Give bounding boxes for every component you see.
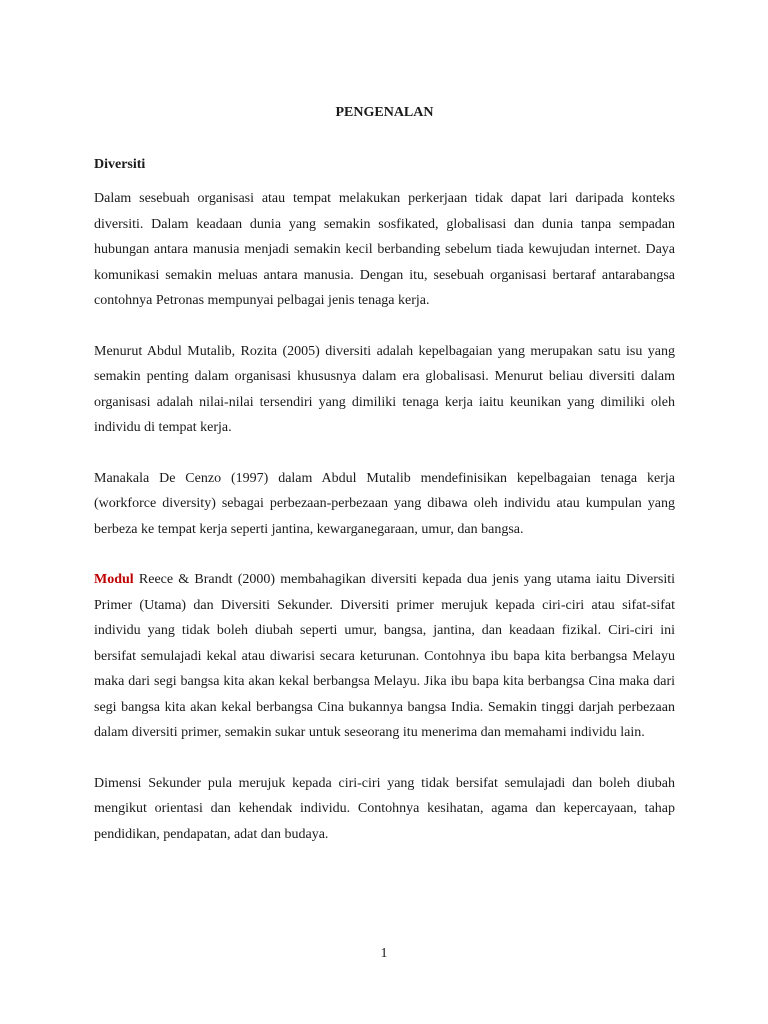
paragraph-dimensi-sekunder: Dimensi Sekunder pula merujuk kepada ciri-ciri yang tidak bersifat semulajadi dan boleh diubah mengikut orientasi dan kehendak individu. Contohnya kesihatan, agama dan kepercayaan, tahap pendidikan, pendapatan, adat dan budaya.: [94, 775, 675, 842]
modul-label: Modul: [94, 572, 134, 587]
modul-paragraph-text: Reece & Brandt (2000) membahagikan diversiti kepada dua jenis yang utama iaitu Diversiti Primer (Utama) dan Diversiti Sekunder. Diversiti primer merujuk kepada ciri-ciri atau sifat-sifat individu yang tidak boleh diubah seperti umur, bangsa, jantina, dan keadaan fizikal. Ciri-ciri ini bersifat semulajadi kekal atau diwarisi secara keturunan. Contohnya ibu bapa kita berbangsa Melayu maka dari segi bangsa kita akan kekal berbangsa Melayu. Jika ibu bapa kita berbangsa Cina maka dari segi bangsa kita akan kekal berbangsa Cina bukannya bangsa India. Semakin tinggi darjah perbezaan dalam diversiti primer, semakin sukar untuk seseorang itu menerima dan memahami individu lain.: [94, 572, 675, 740]
page-number: 1: [380, 946, 388, 961]
page-title: PENGENALAN: [335, 105, 434, 120]
paragraph-de-cenzo: Manakala De Cenzo (1997) dalam Abdul Mutalib mendefinisikan kepelbagaian tenaga kerja (workforce diversity) sebagai perbezaan-perbezaan yang dibawa oleh individu atau kumpulan yang berbeza ke tempat kerja seperti jantina, kewarganegaraan, umur, dan bangsa.: [94, 470, 675, 537]
paragraph-modul: [94, 567, 675, 746]
paragraph-intro: Dalam sesebuah organisasi atau tempat melakukan perkerjaan tidak dapat lari daripada konteks diversiti. Dalam keadaan dunia yang semakin sosfikated, globalisasi dan dunia tanpa sempadan hubungan antara manusia menjadi semakin kecil berbanding sebelum tiada kewujudan internet. Daya komunikasi semakin meluas antara manusia. Dengan itu, sesebuah organisasi bertaraf antarabangsa contohnya Petronas mempunyai pelbagai jenis tenaga kerja.: [94, 191, 675, 308]
section-heading: Diversiti: [94, 157, 146, 172]
paragraph-abdul-mutalib: Menurut Abdul Mutalib, Rozita (2005) diversiti adalah kepelbagaian yang merupakan satu isu yang semakin penting dalam organisasi khususnya dalam era globalisasi. Menurut beliau diversiti dalam organisasi adalah nilai-nilai tersendiri yang dimiliki tenaga kerja iaitu keunikan yang dimiliki oleh individu di tempat kerja.: [94, 343, 675, 435]
page-content: [94, 100, 675, 872]
